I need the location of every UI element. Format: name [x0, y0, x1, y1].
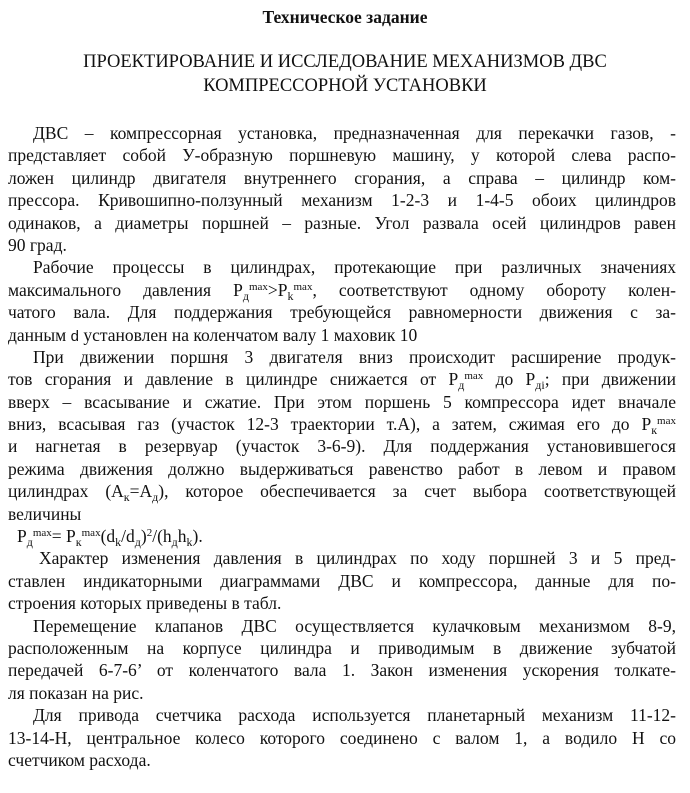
- text-line: представляет собой У-образную поршневую машину, у которой слева распо-: [8, 145, 676, 166]
- subtitle-line-1: ПРОЕКТИРОВАНИЕ И ИССЛЕДОВАНИЕ МЕХАНИЗМОВ ДВС: [83, 52, 607, 72]
- text-line: величины: [8, 503, 82, 524]
- text-line: тов сгорания и давление в цилиндре снижается от $P_д^{max}$ до $P_{дi}$; при движении: [8, 369, 676, 393]
- text-line: максимального давления $P_д^{max}>P_k^{max}$, соответствуют одному обороту колен-: [8, 279, 677, 303]
- text-line: вниз, всасывая газ (участок 12-3 траектории т.А), а затем, сжимая его до $P_к^{max}$: [8, 414, 676, 438]
- text-line: 90 град.: [8, 234, 67, 255]
- document-title: Техническое задание: [262, 7, 428, 27]
- text-line: ложен цилиндр двигателя внутреннего сгорания, а справа – цилиндр ком-: [8, 167, 676, 188]
- text-line: 13-14-Н, центральное колесо которого соединено с валом 1, а водило Н со: [8, 727, 676, 748]
- text-line: Для привода счетчика расхода используется планетарный механизм 11-12-: [33, 705, 676, 726]
- text-line: Характер изменения давления в цилиндрах по ходу поршней 3 и 5 пред-: [39, 548, 676, 569]
- text-line: расположенным на корпусе цилиндра и приводимым в движение зубчатой: [8, 637, 676, 658]
- text-line: цилиндрах $(A_к=A_д)$, которое обеспечивается за счет выбора соответствующей: [8, 481, 676, 505]
- text-line: режима движения должно выдерживаться равенство работ в левом и правом: [8, 458, 676, 479]
- text-line: счетчиком расхода.: [8, 749, 151, 770]
- text-line: чатого вала. Для поддержания требующейся равномерности движения с за-: [8, 302, 676, 323]
- text-line: ставлен индикаторными диаграммами ДВС и компрессора, данные для по-: [8, 570, 676, 591]
- text-line: Рабочие процессы в цилиндрах, протекающие при различных значениях: [33, 257, 676, 278]
- text-line: и нагнетая в резервуар (участок 3-6-9). Для поддержания установившегося: [8, 436, 676, 457]
- text-line: ДВС – компрессорная установка, предназначенная для перекачки газов, -: [33, 123, 676, 143]
- document-body: [8, 122, 676, 771]
- document-subtitle: [0, 50, 690, 98]
- text-line: ля показан на рис.: [8, 682, 144, 703]
- formula-line: $P_д^{max}= P_к^{max}(d_k/d_д)^2/(h_дh_k)$.: [17, 526, 203, 550]
- subtitle-line-2: КОМПРЕССОРНОЙ УСТАНОВКИ: [203, 76, 487, 96]
- text-line: При движении поршня 3 двигателя вниз происходит расширение продук-: [33, 346, 676, 367]
- text-line: прессора. Кривошипно-ползунный механизм 1-2-3 и 1-4-5 обоих цилиндров: [8, 190, 676, 211]
- text-line: одинаков, а диаметры поршней – разные. Угол развала осей цилиндров равен: [8, 212, 676, 233]
- text-line: передачей 6-7-6’ от коленчатого вала 1. Закон изменения ускорения толкате-: [8, 660, 676, 681]
- text-line: данным d установлен на коленчатом валу 1 маховик 10: [8, 324, 418, 345]
- text-line: строения которых приведены в табл.: [8, 593, 282, 614]
- text-line: Перемещение клапанов ДВС осуществляется кулачковым механизмом 8-9,: [33, 615, 676, 636]
- text-line: вверх – всасывание и сжатие. При этом поршень 5 компрессора идет вначале: [8, 391, 676, 412]
